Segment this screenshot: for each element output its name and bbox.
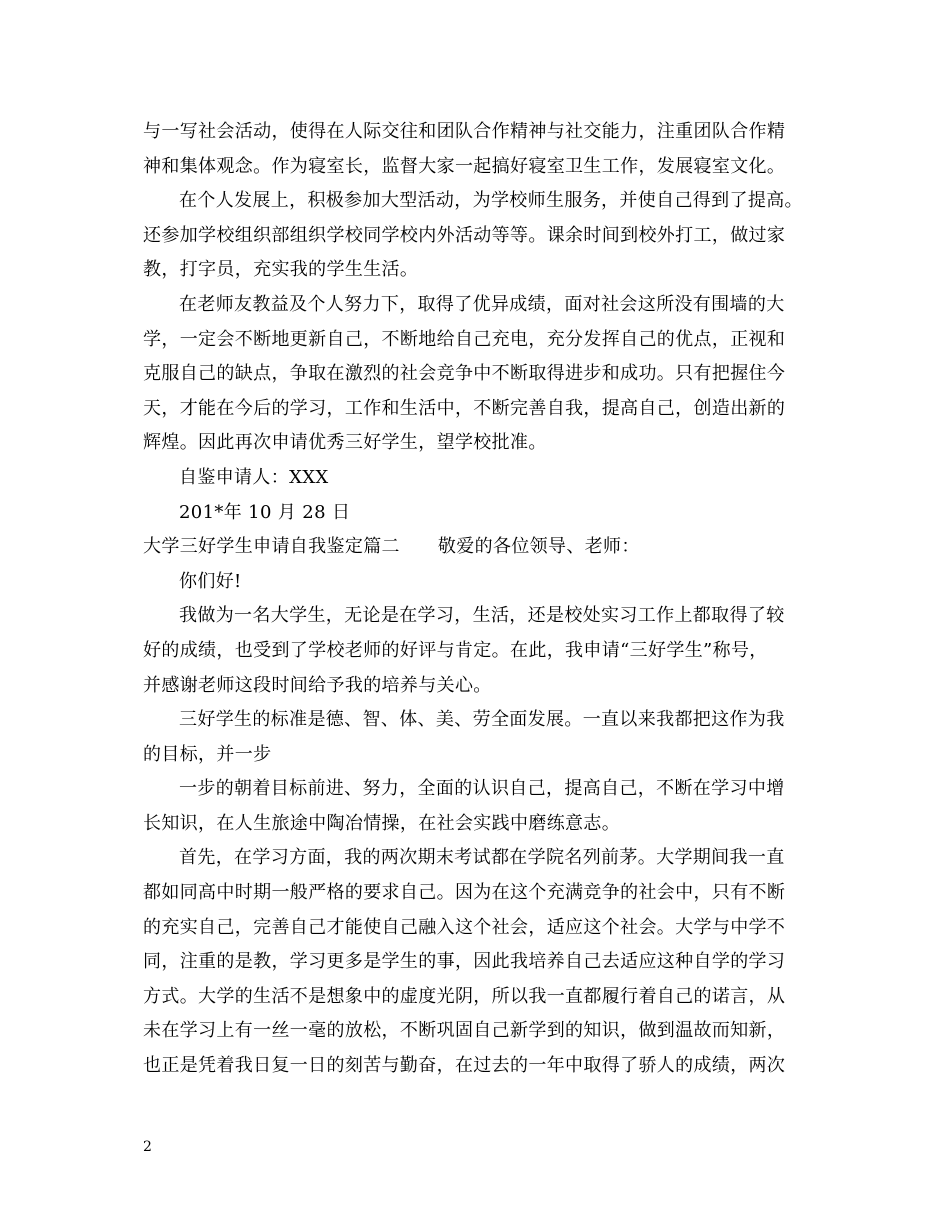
text-line: 长知识，在人生旅途中陶冶情操，在社会实践中磨练意志。 — [143, 812, 621, 834]
document-body — [143, 115, 813, 1084]
text-line: 并感谢老师这段时间给予我的培养与关心。 — [143, 674, 492, 696]
text-line: 辉煌。因此再次申请优秀三好学生，望学校批准。 — [143, 432, 547, 454]
text-line: 的目标，并一步 — [143, 743, 272, 765]
paragraph-start-line: 我做为一名大学生，无论是在学习，生活，还是校处实习工作上都取得了较 — [179, 605, 785, 627]
text-line: 还参加学校组织部组织学校同学校内外活动等等。课余时间到校外打工，做过家 — [143, 224, 786, 246]
text-line: 与一写社会活动，使得在人际交往和团队合作精神与社交能力，注重团队合作精 — [143, 121, 786, 142]
text-line: 未在学习上有一丝一毫的放松，不断巩固自己新学到的知识，做到温故而知新， — [143, 1020, 786, 1042]
section-heading-line — [143, 530, 813, 565]
paragraph-start-line: 在个人发展上，积极参加大型活动，为学校师生服务，并使自己得到了提高。 — [179, 190, 803, 212]
paragraph-start-line: 在老师友教益及个人努力下，取得了优异成绩，面对社会这所没有围墙的大 — [179, 293, 785, 315]
text-line: 神和集体观念。作为寝室长，监督大家一起搞好寝室卫生工作，发展寝室文化。 — [143, 155, 786, 177]
text-line: 好的成绩，也受到了学校老师的好评与肯定。在此，我申请“三好学生”称号， — [143, 639, 768, 661]
date-line: 201*年 10 月 28 日 — [179, 501, 351, 523]
text-line: 也正是凭着我日复一日的刻苦与勤奋，在过去的一年中取得了骄人的成绩，两次 — [143, 1055, 786, 1077]
page-number: 2 — [143, 1139, 152, 1155]
paragraph-start-line: 首先，在学习方面，我的两次期末考试都在学院名列前茅。大学期间我一直 — [179, 847, 785, 869]
paragraph-start-line: 一步的朝着目标前进、努力，全面的认识自己，提高自己，不断在学习中增 — [179, 778, 785, 800]
text-line: 天，才能在今后的学习，工作和生活中，不断完善自我，提高自己，创造出新的 — [143, 397, 786, 419]
text-line: 的充实自己，完善自己才能使自己融入这个社会，适应这个社会。大学与中学不 — [143, 916, 786, 938]
text-line: 同，注重的是教，学习更多是学生的事，因此我培养自己去适应这种自学的学习 — [143, 951, 786, 973]
section-title: 大学三好学生申请自我鉴定篇二 — [143, 536, 400, 558]
greeting-line: 你们好! — [179, 570, 242, 592]
applicant-signature-line: 自鉴申请人：XXX — [179, 466, 329, 488]
text-line: 方式。大学的生活不是想象中的虚度光阴，所以我一直都履行着自己的诺言，从 — [143, 985, 786, 1007]
salutation: 敬爱的各位领导、老师： — [437, 536, 640, 558]
text-line: 都如同高中时期一般严格的要求自己。因为在这个充满竞争的社会中，只有不断 — [143, 882, 786, 904]
text-line: 教，打字员，充实我的学生生活。 — [143, 259, 419, 281]
text-line: 学，一定会不断地更新自己，不断地给自己充电，充分发挥自己的优点，正视和 — [143, 328, 786, 350]
text-line: 克服自己的缺点，争取在激烈的社会竞争中不断取得进步和成功。只有把握住今 — [143, 363, 786, 385]
paragraph-start-line: 三好学生的标准是德、智、体、美、劳全面发展。一直以来我都把这作为我 — [179, 709, 785, 731]
